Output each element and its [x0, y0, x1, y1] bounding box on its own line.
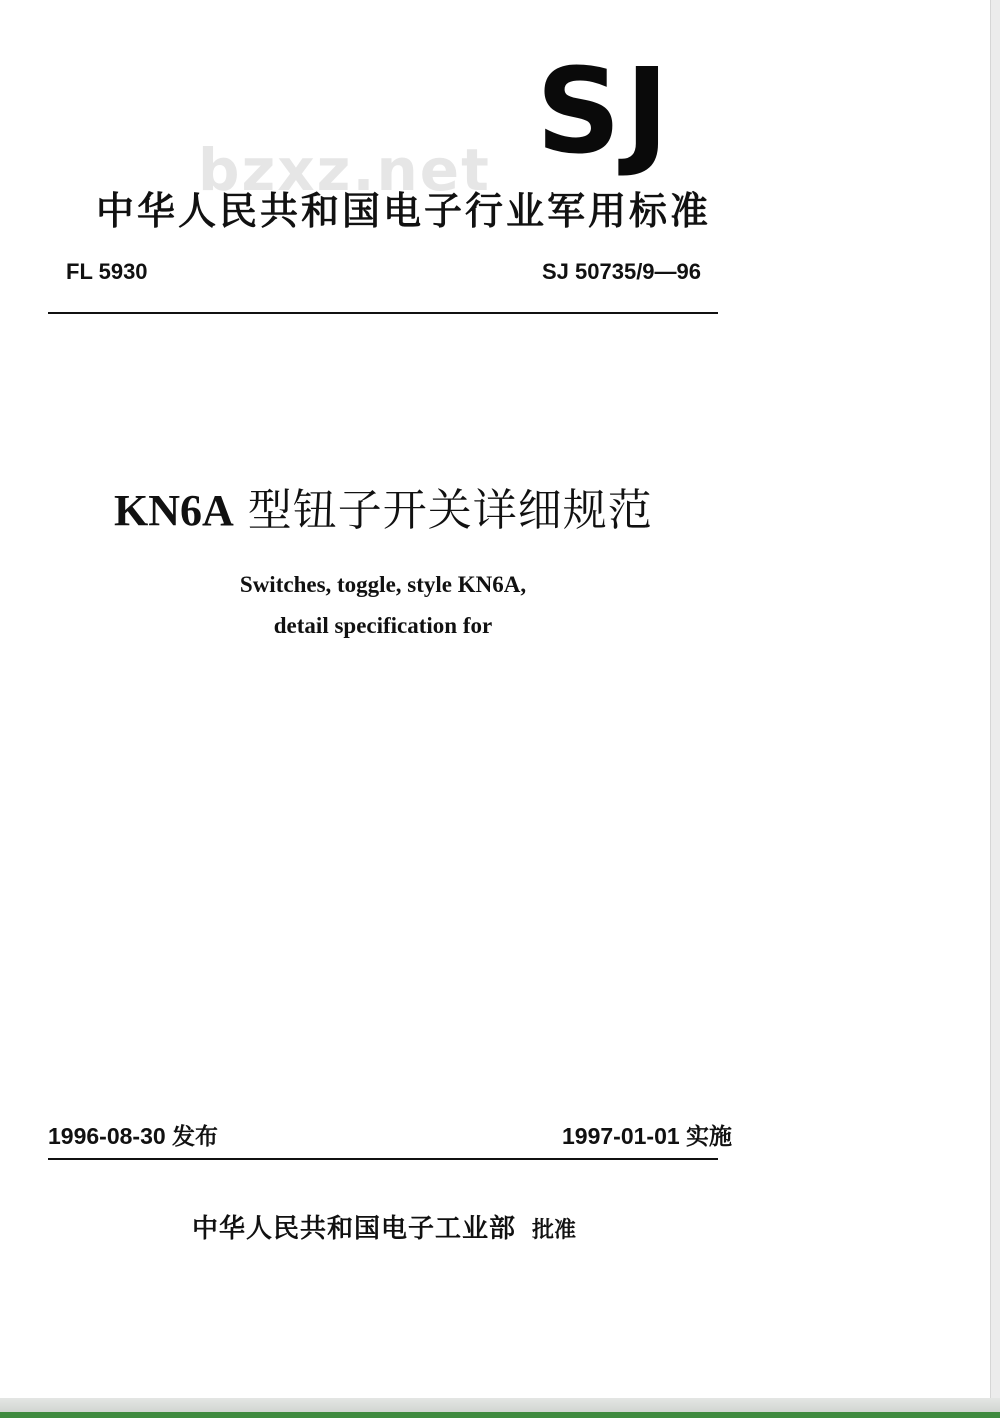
english-title-line-1: Switches, toggle, style KN6A,	[239, 572, 527, 597]
viewer-status-bar	[0, 1412, 1000, 1418]
page-edge	[990, 0, 1000, 1418]
approval-label: 批准	[532, 1218, 577, 1243]
issue-date: 1996-08-30 发布	[48, 1123, 219, 1149]
watermark: bzxz.net	[198, 136, 491, 204]
document-title-model: KN6A	[114, 486, 234, 535]
english-title-line-2: detail specification for	[273, 613, 493, 638]
standard-number: SJ 50735/9—96	[542, 259, 702, 284]
footer-divider	[48, 1158, 718, 1160]
issuing-authority: 中华人民共和国电子工业部	[192, 1214, 517, 1244]
document-title	[114, 474, 653, 538]
classification-code: FL 5930	[66, 259, 148, 284]
standard-type-heading: 中华人民共和国电子行业军用标准	[96, 189, 712, 233]
sj-logo: SJ	[536, 42, 673, 180]
effective-date: 1997-01-01 实施	[562, 1123, 733, 1149]
document-title-chinese: 型钮子开关详细规范	[247, 485, 653, 536]
header-divider	[48, 312, 718, 314]
